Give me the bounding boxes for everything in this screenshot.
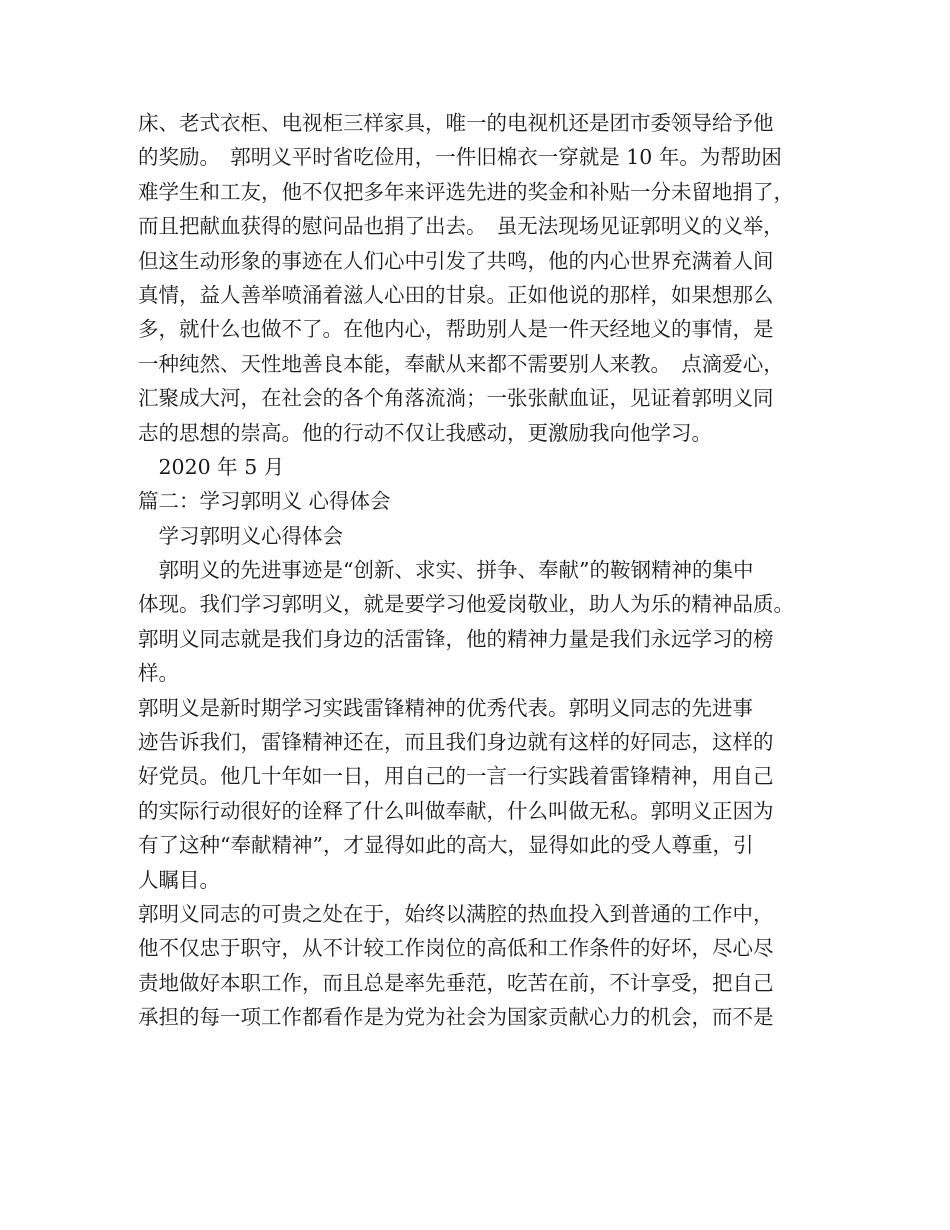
text-line: 志的思想的崇高。他的行动不仅让我感动，更激励我向他学习。 xyxy=(138,420,712,445)
text-line: 迹告诉我们，雷锋精神还在，而且我们身边就有这样的好同志，这样的 xyxy=(138,730,774,755)
text-line: 床、老式衣柜、电视柜三样家具，唯一的电视机还是团市委领导给予他 xyxy=(138,111,774,135)
article-title: 学习郭明义心得体会 xyxy=(138,523,343,548)
text-line: 样。 xyxy=(138,661,179,686)
text-line: 责地做好本职工作，而且总是率先垂范，吃苦在前，不计享受，把自己 xyxy=(138,970,774,995)
text-line: 但这生动形象的事迹在人们心中引发了共鸣，他的内心世界充满着人间 xyxy=(138,248,774,273)
text-line: 的奖励。 郭明义平时省吃俭用，一件旧棉衣一穿就是 10 年。为帮助困 xyxy=(138,145,782,170)
text-line: 郭明义同志的可贵之处在于，始终以满腔的热血投入到普通的工作中， xyxy=(138,901,774,926)
text-line: 郭明义的先进事迹是“创新、求实、拼争、奉献”的鞍钢精神的集中 xyxy=(138,558,754,583)
text-line: 他不仅忠于职守，从不计较工作岗位的高低和工作条件的好坏，尽心尽 xyxy=(138,936,774,961)
text-line: 一种纯然、天性地善良本能，奉献从来都不需要别人来教。 点滴爱心， xyxy=(138,351,784,376)
text-line: 郭明义同志就是我们身边的活雷锋，他的精神力量是我们永远学习的榜 xyxy=(138,626,774,651)
text-line: 郭明义是新时期学习实践雷锋精神的优秀代表。郭明义同志的先进事 xyxy=(138,695,753,720)
section-heading: 篇二：学习郭明义 心得体会 xyxy=(138,489,391,514)
text-line: 汇聚成大河，在社会的各个角落流淌；一张张献血证，见证着郭明义同 xyxy=(138,386,774,411)
text-line: 承担的每一项工作都看作是为党为社会为国家贡献心力的机会，而不是 xyxy=(138,1005,774,1030)
text-line: 人瞩目。 xyxy=(138,867,220,892)
text-line: 多，就什么也做不了。在他内心，帮助别人是一件天经地义的事情，是 xyxy=(138,317,774,342)
text-line: 体现。我们学习郭明义，就是要学习他爱岗敬业，助人为乐的精神品质。 xyxy=(138,592,794,617)
text-line: 难学生和工友，他不仅把多年来评选先进的奖金和补贴一分未留地捐了， xyxy=(138,179,794,204)
text-line: 的实际行动很好的诠释了什么叫做奉献，什么叫做无私。郭明义正因为 xyxy=(138,798,774,823)
document-body xyxy=(138,106,828,1035)
text-line: 有了这种“奉献精神”，才显得如此的高大，显得如此的受人尊重，引 xyxy=(138,833,754,858)
text-line: 而且把献血获得的慰问品也捐了出去。 虽无法现场见证郭明义的义举， xyxy=(138,214,784,239)
text-line: 真情，益人善举喷涌着滋人心田的甘泉。正如他说的那样，如果想那么 xyxy=(138,282,774,307)
text-line: 好党员。他几十年如一日，用自己的一言一行实践着雷锋精神，用自己 xyxy=(138,764,774,789)
date-line: 2020 年 5 月 xyxy=(138,454,285,479)
